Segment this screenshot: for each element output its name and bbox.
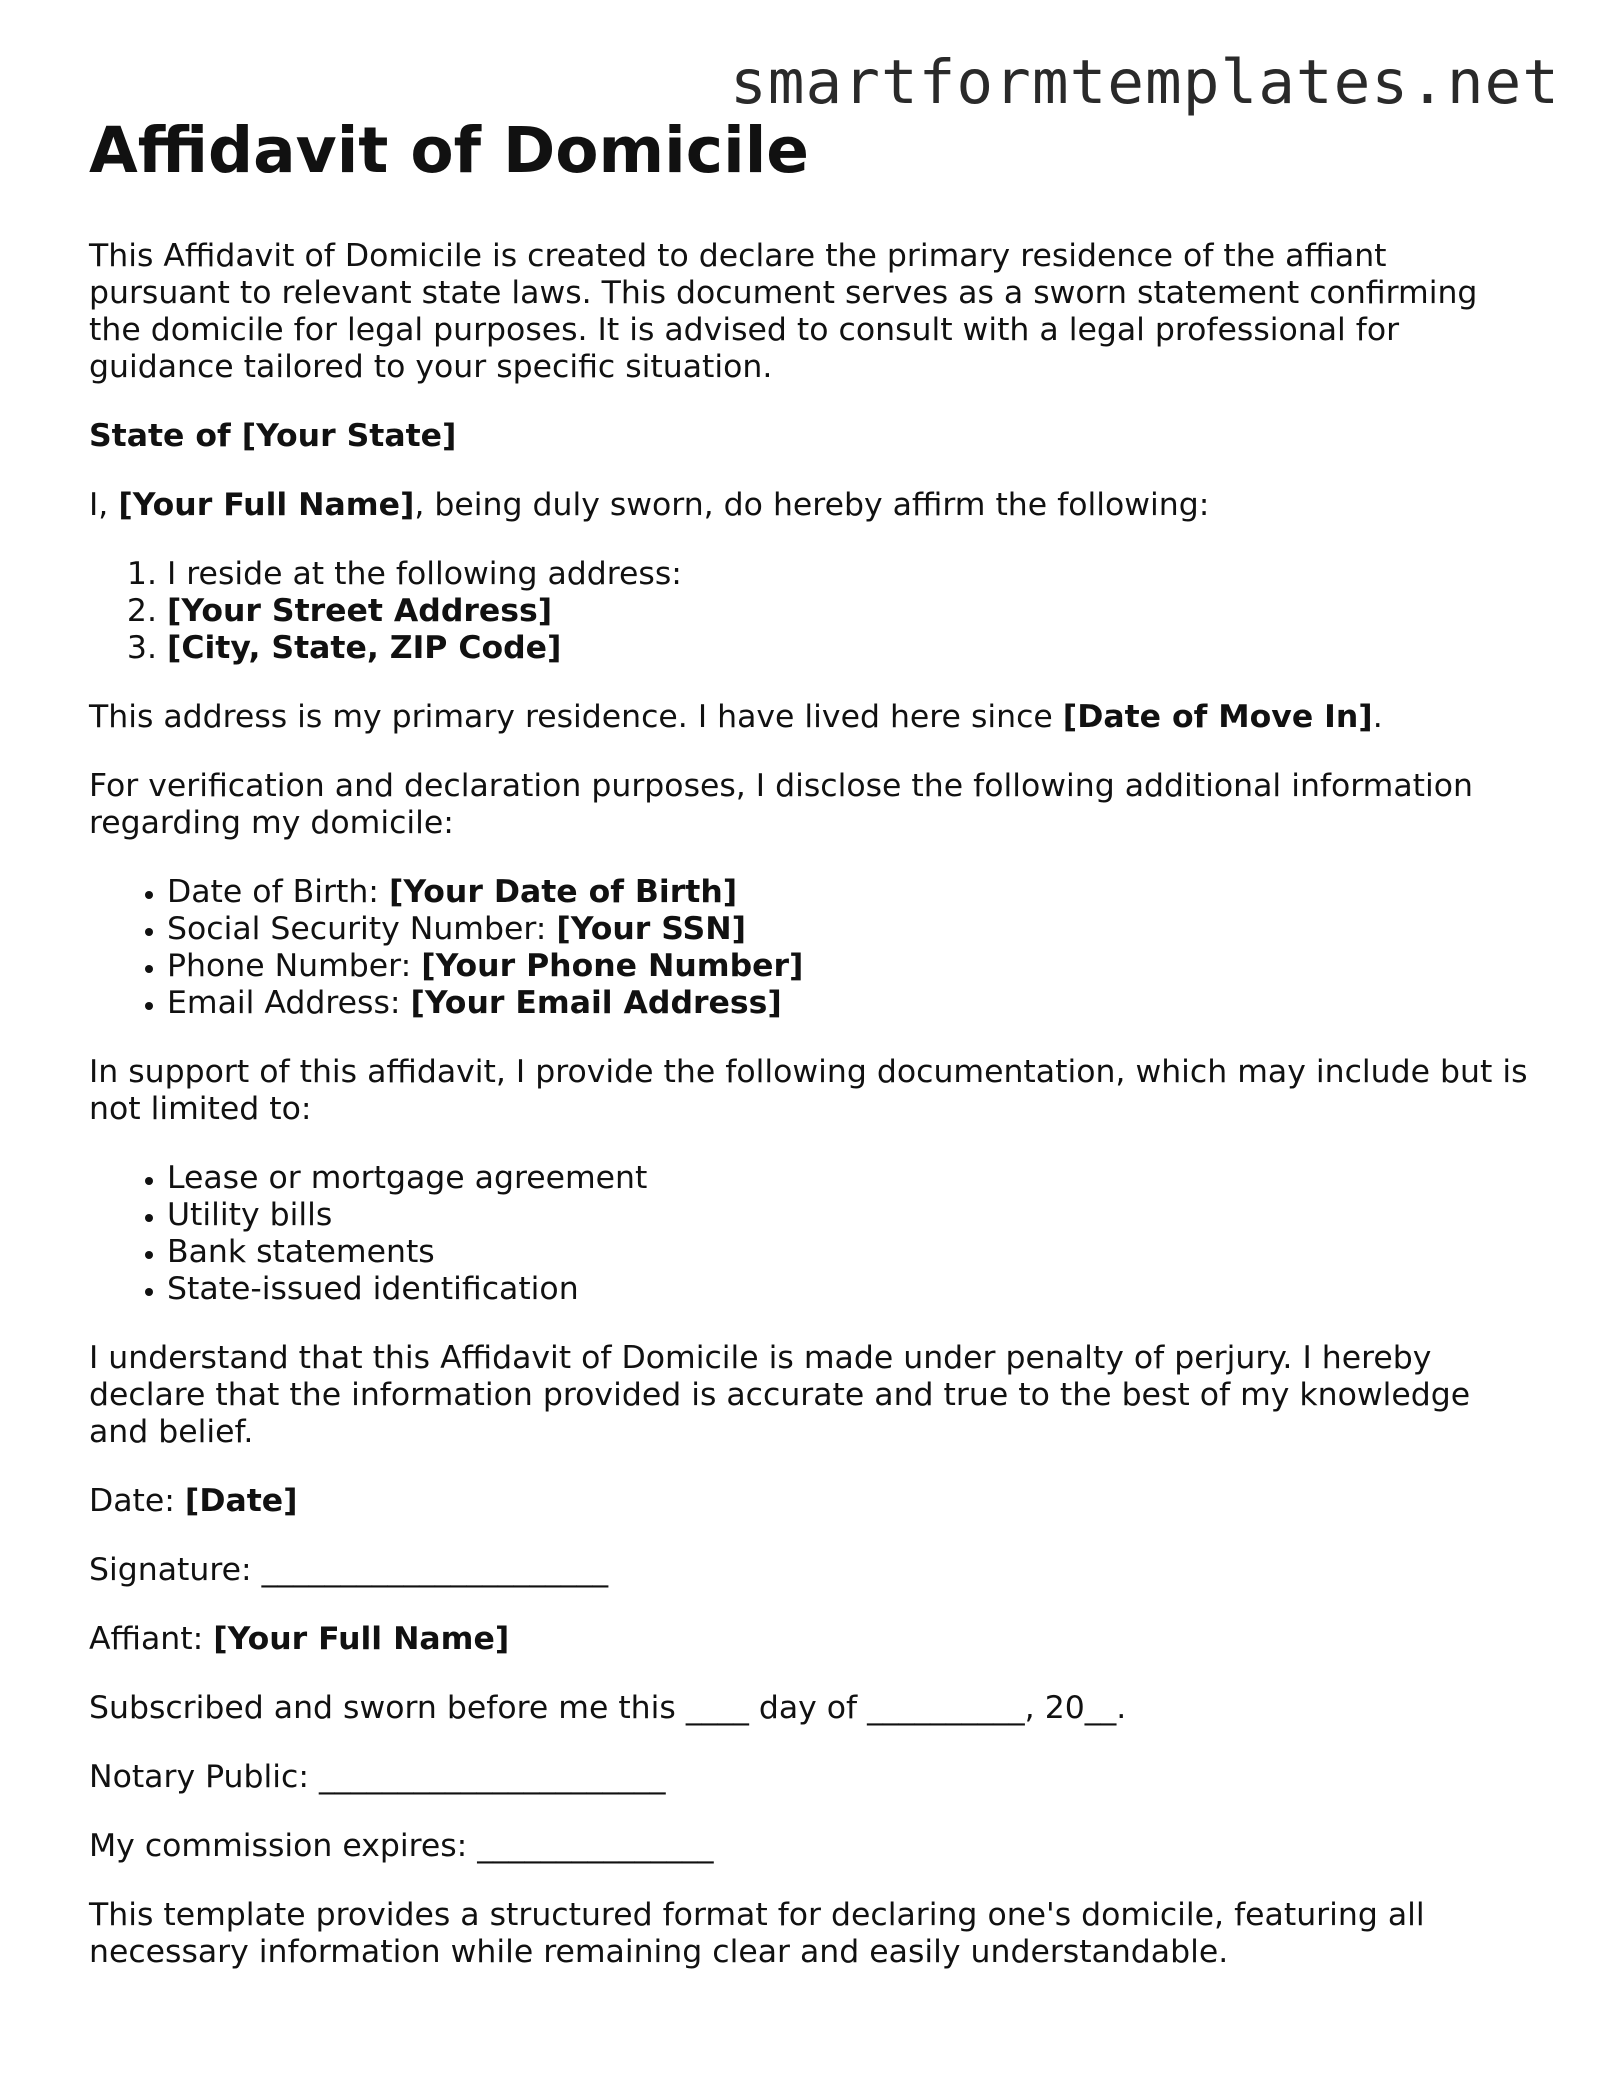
affiant-name-value: [Your Full Name] (213, 1621, 510, 1657)
date-placeholder: [Date] (184, 1483, 298, 1519)
info-label: Social Security Number: (167, 911, 557, 947)
residence-statement (89, 699, 1529, 736)
affirm-statement (89, 487, 1529, 524)
info-label: Date of Birth: (167, 874, 389, 910)
list-item (167, 911, 1529, 948)
commission-line: My commission expires: _______________ (89, 1828, 714, 1864)
date-label: Date: (89, 1483, 185, 1519)
affiant-line (89, 1621, 1529, 1658)
date-line (89, 1483, 1529, 1520)
list-item: • Lease or mortgage agreement (167, 1160, 1529, 1197)
list-item (167, 874, 1529, 911)
watermark: smartformtemplates.net (730, 47, 1560, 118)
info-label: Email Address: (167, 985, 411, 1021)
email-placeholder: [Your Email Address] (410, 985, 782, 1021)
list-item (167, 948, 1529, 985)
move-in-date-placeholder: [Date of Move In] (1062, 699, 1373, 735)
info-list (89, 874, 1529, 1022)
ssn-placeholder: [Your SSN] (556, 911, 746, 947)
verification-intro: For verification and declaration purposes, I disclose the following additional information regarding my domicile: (89, 768, 1474, 841)
list-item: • State-issued identification (167, 1271, 1529, 1308)
document-title: Affidavit of Domicile (89, 114, 810, 187)
info-label: Phone Number: (167, 948, 422, 984)
affiant-name-placeholder: [Your Full Name] (118, 487, 415, 523)
state-heading (89, 418, 1529, 455)
list-item (167, 556, 1529, 593)
address-item-text: I reside at the following address: (167, 556, 682, 592)
phone-placeholder: [Your Phone Number] (421, 948, 804, 984)
list-item: • Bank statements (167, 1234, 1529, 1271)
residence-suffix: . (1372, 699, 1383, 735)
residence-prefix: This address is my primary residence. I have lived here since (89, 699, 1063, 735)
address-list (89, 556, 1529, 667)
date-of-birth-placeholder: [Your Date of Birth] (388, 874, 738, 910)
declaration-paragraph: I understand that this Affidavit of Domicile is made under penalty of perjury. I hereby declare that the information provided is accurate and true to the best of my knowledge and belief. (89, 1340, 1471, 1450)
document-body (89, 110, 1529, 2003)
affirm-prefix: I, (89, 487, 119, 523)
list-item (167, 985, 1529, 1022)
city-state-zip-placeholder: [City, State, ZIP Code] (167, 630, 562, 666)
state-heading-text: State of [Your State] (89, 418, 457, 454)
affirm-suffix: , being duly sworn, do hereby affirm the following: (414, 487, 1210, 523)
street-address-placeholder: [Your Street Address] (167, 593, 553, 629)
notary-line: Notary Public: ______________________ (89, 1759, 666, 1795)
closing-paragraph: This template provides a structured format for declaring one's domicile, featuring all necessary information while remaining clear and easily understandable. (89, 1897, 1425, 1970)
support-intro: In support of this affidavit, I provide the following documentation, which may include but is not limited to: (89, 1054, 1528, 1127)
intro-paragraph: This Affidavit of Domicile is created to declare the primary residence of the affiant pursuant to relevant state laws. This document serves as a sworn statement confirming the domicile for legal purposes. It is advised to consult with a legal professional for guidance tailored to your specific situation. (89, 238, 1478, 385)
support-list (89, 1160, 1529, 1308)
list-item (167, 593, 1529, 630)
list-item: • Utility bills (167, 1197, 1529, 1234)
list-item (167, 630, 1529, 667)
signature-line: Signature: ______________________ (89, 1552, 609, 1588)
affiant-label: Affiant: (89, 1621, 214, 1657)
sworn-line: Subscribed and sworn before me this ____ day of __________, 20__. (89, 1690, 1127, 1726)
